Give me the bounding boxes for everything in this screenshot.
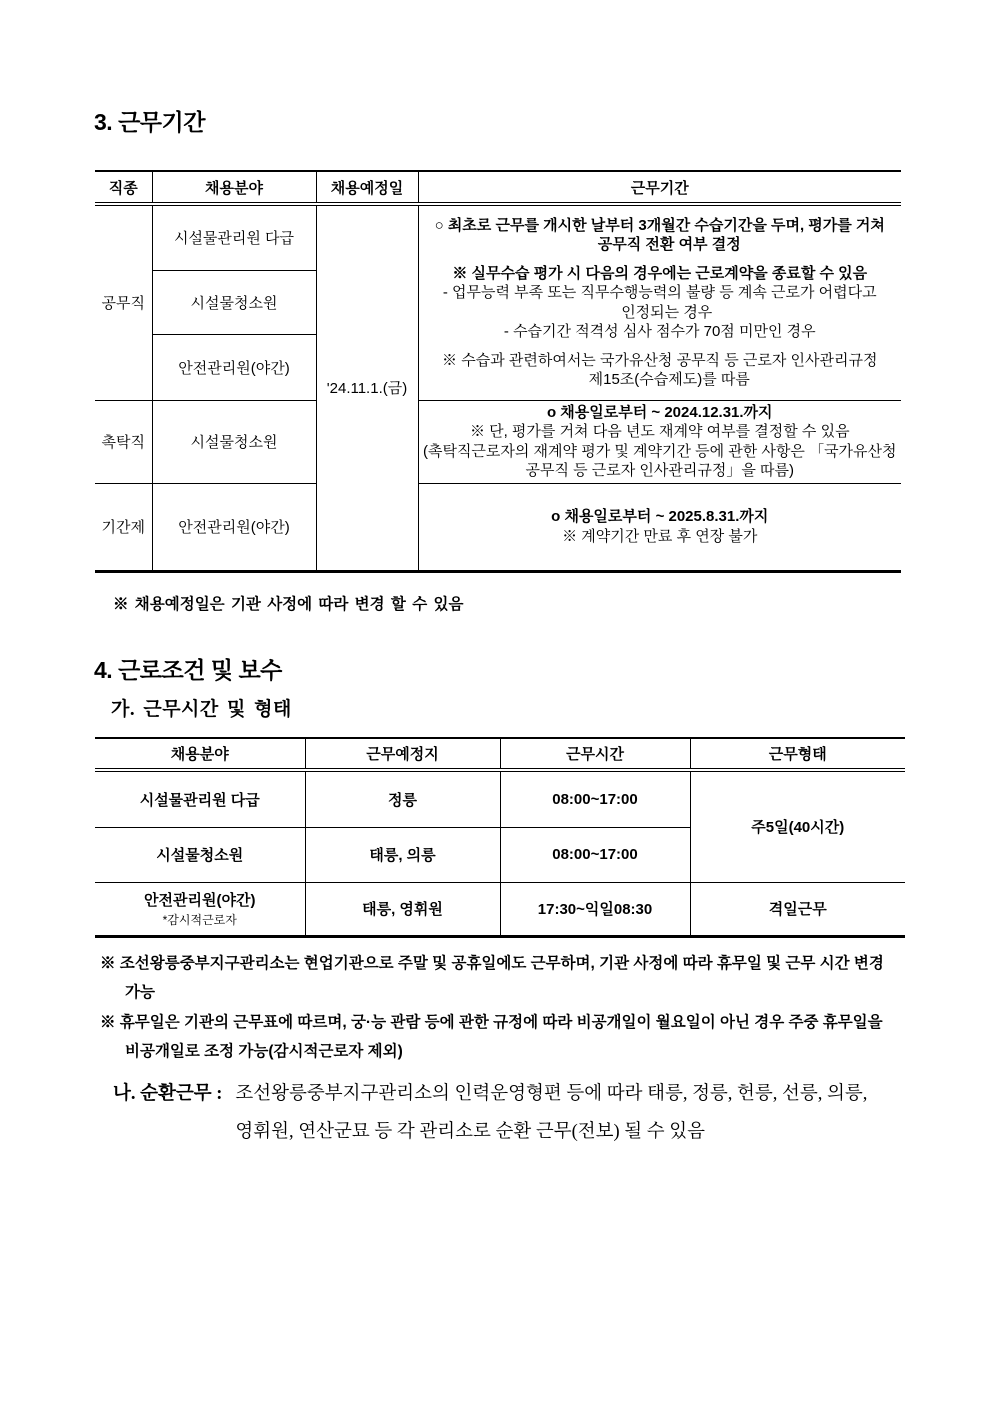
field-safety-manager: 안전관리원(야간): [152, 334, 316, 400]
subsection-na-text: 조선왕릉중부지구관리소의 인력운영형편 등에 따라 태릉, 정릉, 헌릉, 선릉, 의릉, 영휘원, 연산군묘 등 각 관리소로 순환 근무(전보) 될 수 있음: [235, 1084, 868, 1142]
location-cell: 정릉: [305, 770, 500, 827]
job-type-gongmujik: 공무직: [95, 204, 152, 400]
col-header-hours: 근무시간: [500, 738, 690, 770]
field-sub-label: *감시적근로자: [162, 913, 237, 927]
period-line: ※ 계약기간 만료 후 연장 불가: [562, 527, 758, 545]
field-cell: 시설물청소원: [95, 827, 305, 882]
field-cell: 시설물관리원 다급: [95, 770, 305, 827]
work-hours-table: [95, 737, 905, 938]
col-header-work-type: 근무형태: [690, 738, 905, 770]
period-line: o 채용일로부터 ~ 2024.12.31.까지: [546, 403, 773, 421]
period-line: ○ 최초로 근무를 개시한 날부터 3개월간 수습기간을 두며, 평가를 거쳐 공무직 전환 여부 결정: [434, 216, 885, 254]
table-header-row: [95, 738, 905, 770]
work-type-cell: 격일근무: [690, 882, 905, 936]
work-note-1: ※ 조선왕릉중부지구관리소는 현업기관으로 주말 및 공휴일에도 근무하며, 기관 사정에 따라 휴무일 및 근무 시간 변경 가능: [100, 955, 884, 1002]
hours-cell: 17:30~익일08:30: [500, 882, 690, 936]
period-line: ※ 실무수습 평가 시 다음의 경우에는 근로계약을 종료할 수 있음: [452, 264, 868, 282]
field-label: 안전관리원(야간): [144, 892, 256, 909]
table-header-row: [95, 171, 901, 204]
field-cell: [95, 882, 305, 936]
col-header-location: 근무예정지: [305, 738, 500, 770]
field-facility-cleaner: 시설물청소원: [152, 270, 316, 334]
hire-date-cell: '24.11.1.(금): [316, 204, 418, 571]
col-header-job-type: 직종: [95, 171, 152, 204]
hire-date-change-note: ※ 채용예정일은 기관 사정에 따라 변경 할 수 있음: [113, 596, 464, 613]
period-gigan-cell: [418, 483, 901, 571]
subsection-na-rotation: [113, 1076, 913, 1152]
section4-title: 4. 근로조건 및 보수: [94, 657, 282, 683]
period-line: o 채용일로부터 ~ 2025.8.31.까지: [551, 508, 769, 525]
period-gongmujik-cell: [418, 204, 901, 400]
col-header-hire-date: 채용예정일: [316, 171, 418, 204]
period-line: ※ 단, 평가를 거쳐 다음 년도 재계약 여부를 결정할 수 있음: [469, 423, 850, 440]
location-cell: 태릉, 의릉: [305, 827, 500, 882]
col-header-field: 채용분야: [152, 171, 316, 204]
period-line: - 수습기간 적격성 심사 점수가 70점 미만인 경우: [503, 323, 816, 341]
field-facility-cleaner-2: 시설물청소원: [152, 400, 316, 483]
subsection-ga-title: 가. 근무시간 및 형태: [111, 699, 292, 720]
job-type-gigan: 기간제: [95, 483, 152, 571]
field-facility-manager: 시설물관리원 다급: [152, 204, 316, 270]
work-type-cell: 주5일(40시간): [690, 770, 905, 882]
spacer: [423, 342, 898, 351]
period-line: ※ 수습과 관련하여서는 국가유산청 공무직 등 근로자 인사관리규정 제15조(수습제도)를 따름: [442, 351, 878, 389]
hours-cell: 08:00~17:00: [500, 827, 690, 882]
period-line: - 업무능력 부족 또는 직무수행능력의 불량 등 계속 근로가 어렵다고 인정되는 경우: [442, 284, 877, 321]
subsection-na-label: 나. 순환근무 :: [113, 1084, 223, 1104]
hours-cell: 08:00~17:00: [500, 770, 690, 827]
table-row: [95, 770, 905, 827]
table-row: [95, 882, 905, 936]
table-row: [95, 400, 901, 483]
work-notes: [100, 949, 918, 1067]
field-safety-manager-2: 안전관리원(야간): [152, 483, 316, 571]
spacer: [423, 255, 898, 264]
location-cell: 태릉, 영휘원: [305, 882, 500, 936]
period-line: (촉탁직근로자의 재계약 평가 및 계약기간 등에 관한 사항은 「국가유산청 공무직 등 근로자 인사관리규정」을 따름): [422, 442, 897, 479]
period-choktak-cell: [418, 400, 901, 483]
work-period-table: [95, 170, 901, 573]
table-row: [95, 204, 901, 270]
col-header-field: 채용분야: [95, 738, 305, 770]
work-note-2: ※ 휴무일은 기관의 근무표에 따르며, 궁·능 관람 등에 관한 규정에 따라 비공개일이 월요일이 아닌 경우 주중 휴무일을 비공개일로 조정 가능(감시적근로자 제외): [100, 1013, 883, 1061]
col-header-period: 근무기간: [418, 171, 901, 204]
section3-title: 3. 근무기간: [94, 109, 205, 135]
job-type-choktak: 촉탁직: [95, 400, 152, 483]
table-row: [95, 483, 901, 571]
